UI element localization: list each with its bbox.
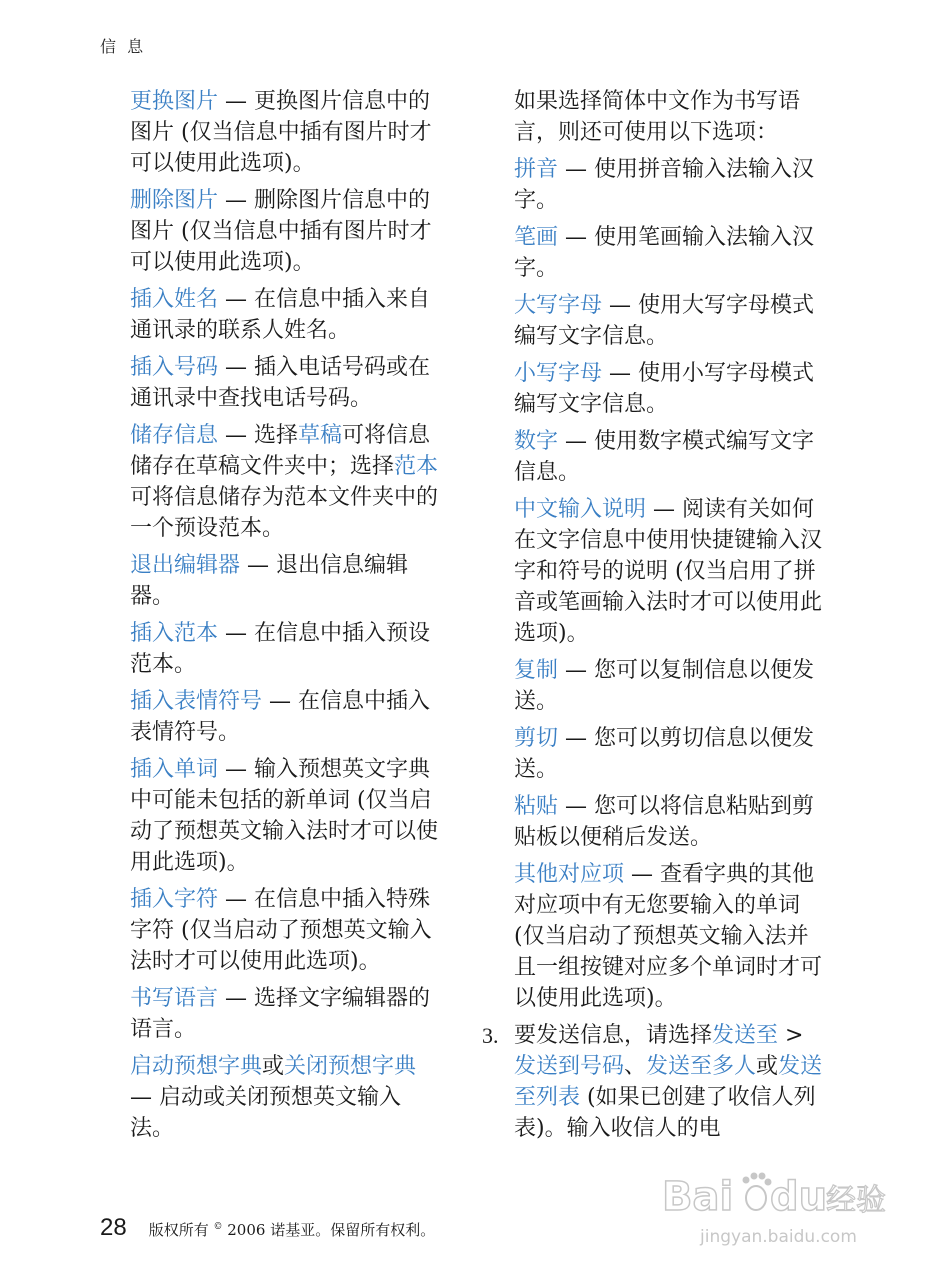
- option-desc: 选择文字编辑器的语言。: [130, 986, 431, 1042]
- option-desc: 使用大写字母模式编写文字信息。: [514, 293, 815, 349]
- option-term: 中文输入说明: [514, 497, 647, 522]
- paw-icon: [743, 1173, 772, 1211]
- option-entry: 数字 — 使用数字模式编写文字信息。: [514, 429, 815, 485]
- option-term: 粘贴: [514, 794, 559, 819]
- option-entry: 小写字母 — 使用小写字母模式编写文字信息。: [514, 361, 815, 417]
- option-term: 插入表情符号: [130, 689, 263, 714]
- step-number: 3.: [482, 1023, 499, 1048]
- option-entry: 启动预想字典或关闭预想字典 — 启动或关闭预想英文输入法。: [130, 1054, 417, 1141]
- option-term: 数字: [514, 429, 559, 454]
- option-term: 插入范本: [130, 621, 219, 646]
- menu-path-send-to-list: 发送至列表: [514, 1054, 823, 1110]
- left-column: [130, 86, 442, 1150]
- option-term: 储存信息: [130, 423, 219, 448]
- option-desc: 退出信息编辑器。: [130, 553, 409, 609]
- option-term: 插入号码: [130, 355, 219, 380]
- option-desc: 在信息中插入表情符号。: [130, 689, 431, 745]
- option-desc: 在信息中插入来自通讯录的联系人姓名。: [130, 287, 431, 343]
- option-entry: 拼音 — 使用拼音输入法输入汉字。: [514, 157, 815, 213]
- option-term: 插入姓名: [130, 287, 219, 312]
- option-entry: 插入字符 — 在信息中插入特殊字符 (仅当启动了预想英文输入法时才可以使用此选项)。: [130, 887, 432, 974]
- option-desc: 更换图片信息中的图片 (仅当信息中插有图片时才可以使用此选项)。: [130, 89, 432, 176]
- option-term: 插入单词: [130, 757, 219, 782]
- inline-term-drafts: 草稿: [298, 423, 343, 448]
- option-desc: 您可以将信息粘贴到剪贴板以便稍后发送。: [514, 794, 815, 850]
- option-term: 其他对应项: [514, 862, 625, 887]
- option-desc: 您可以剪切信息以便发送。: [514, 726, 815, 782]
- option-entry: 更换图片 — 更换图片信息中的图片 (仅当信息中插有图片时才可以使用此选项)。: [130, 89, 432, 176]
- copyright-notice: 版权所有 © 2006 诺基亚。保留所有权利。: [148, 1221, 436, 1239]
- option-entry: 大写字母 — 使用大写字母模式编写文字信息。: [514, 293, 815, 349]
- menu-path-send-to-number: 发送到号码: [514, 1054, 625, 1079]
- option-term: 插入字符: [130, 887, 219, 912]
- option-term: 更换图片: [130, 89, 219, 114]
- intro-paragraph: 如果选择简体中文作为书写语言，则还可使用以下选项：: [514, 89, 801, 145]
- menu-path-send-to: 发送至: [712, 1023, 779, 1048]
- option-entry: 插入表情符号 — 在信息中插入表情符号。: [130, 689, 431, 745]
- option-entry: 复制 — 您可以复制信息以便发送。: [514, 658, 815, 714]
- option-entry: 书写语言 — 选择文字编辑器的语言。: [130, 986, 431, 1042]
- option-desc: 阅读有关如何在文字信息中使用快捷键输入汉字和符号的说明 (仅当启用了拼音或笔画输入法时才可以使用此选项)。: [514, 497, 823, 646]
- watermark-cn-text: 经验: [826, 1183, 886, 1218]
- option-entry: 粘贴 — 您可以将信息粘贴到剪贴板以便稍后发送。: [514, 794, 815, 850]
- option-entry: 笔画 — 使用笔画输入法输入汉字。: [514, 225, 815, 281]
- option-term: 退出编辑器: [130, 553, 241, 578]
- option-desc: 启动或关闭预想英文输入法。: [130, 1085, 402, 1141]
- option-term: 书写语言: [130, 986, 219, 1011]
- watermark-brand-text: Bai: [662, 1174, 734, 1220]
- option-desc: 您可以复制信息以便发送。: [514, 658, 815, 714]
- option-desc: 查看字典的其他对应项中有无您要输入的单词 (仅当启动了预想英文输入法并且一组按键对应多个单词时才可以使用此选项)。: [514, 862, 823, 1011]
- option-entry: 中文输入说明 — 阅读有关如何在文字信息中使用快捷键输入汉字和符号的说明 (仅当启用了拼音或笔画输入法时才可以使用此选项)。: [514, 497, 823, 646]
- option-term: 小写字母: [514, 361, 603, 386]
- watermark-brand-text-2: du: [770, 1174, 828, 1220]
- option-desc: 输入预想英文字典中可能未包括的新单词 (仅当启动了预想英文输入法时才可以使用此选项)。: [130, 757, 439, 875]
- option-desc: 在信息中插入预设范本。: [130, 621, 431, 677]
- option-entry: 插入号码 — 插入电话号码或在通讯录中查找电话号码。: [130, 355, 431, 411]
- menu-path-send-to-many: 发送至多人: [646, 1054, 757, 1079]
- page-number: 28: [100, 1214, 127, 1241]
- page-footer: [100, 1214, 435, 1242]
- option-term: 复制: [514, 658, 559, 683]
- baidu-watermark-logo: [660, 1158, 890, 1258]
- option-desc: 在信息中插入特殊字符 (仅当启动了预想英文输入法时才可以使用此选项)。: [130, 887, 432, 974]
- option-desc: 删除图片信息中的图片 (仅当信息中插有图片时才可以使用此选项)。: [130, 188, 432, 275]
- option-term: 启动预想字典: [130, 1054, 263, 1079]
- option-desc: 使用拼音输入法输入汉字。: [514, 157, 815, 213]
- option-term-alt: 关闭预想字典: [284, 1054, 417, 1079]
- option-desc: 使用数字模式编写文字信息。: [514, 429, 815, 485]
- watermark-url: jingyan.baidu.com: [700, 1227, 857, 1247]
- option-entry: 剪切 — 您可以剪切信息以便发送。: [514, 726, 815, 782]
- option-desc: 插入电话号码或在通讯录中查找电话号码。: [130, 355, 431, 411]
- option-desc: 使用小写字母模式编写文字信息。: [514, 361, 815, 417]
- option-term: 拼音: [514, 157, 559, 182]
- option-entry: 删除图片 — 删除图片信息中的图片 (仅当信息中插有图片时才可以使用此选项)。: [130, 188, 432, 275]
- option-term: 剪切: [514, 726, 559, 751]
- option-entry: 插入单词 — 输入预想英文字典中可能未包括的新单词 (仅当启动了预想英文输入法时才可以使用此选项)。: [130, 757, 439, 875]
- option-entry: 其他对应项 — 查看字典的其他对应项中有无您要输入的单词 (仅当启动了预想英文输入法并且一组按键对应多个单词时才可以使用此选项)。: [514, 862, 823, 1011]
- right-column: [482, 86, 826, 1150]
- option-entry: 储存信息 — 选择草稿可将信息储存在草稿文件夹中；选择范本可将信息储存为范本文件夹中的一个预设范本。: [130, 423, 439, 541]
- copyright-symbol: ©: [213, 1222, 223, 1232]
- option-desc: 使用笔画输入法输入汉字。: [514, 225, 815, 281]
- option-entry: 插入范本 — 在信息中插入预设范本。: [130, 621, 431, 677]
- inline-term-templates: 范本: [394, 454, 439, 479]
- option-entry: 插入姓名 — 在信息中插入来自通讯录的联系人姓名。: [130, 287, 431, 343]
- option-term: 删除图片: [130, 188, 219, 213]
- section-header: 信 息: [100, 37, 147, 56]
- option-term: 笔画: [514, 225, 559, 250]
- step-3: 3. 要发送信息，请选择发送至 > 发送到号码、发送至多人或发送至列表 (如果已创建了收信人列表)。输入收信人的电: [514, 1020, 826, 1144]
- option-term: 大写字母: [514, 293, 603, 318]
- option-entry: 退出编辑器 — 退出信息编辑器。: [130, 553, 409, 609]
